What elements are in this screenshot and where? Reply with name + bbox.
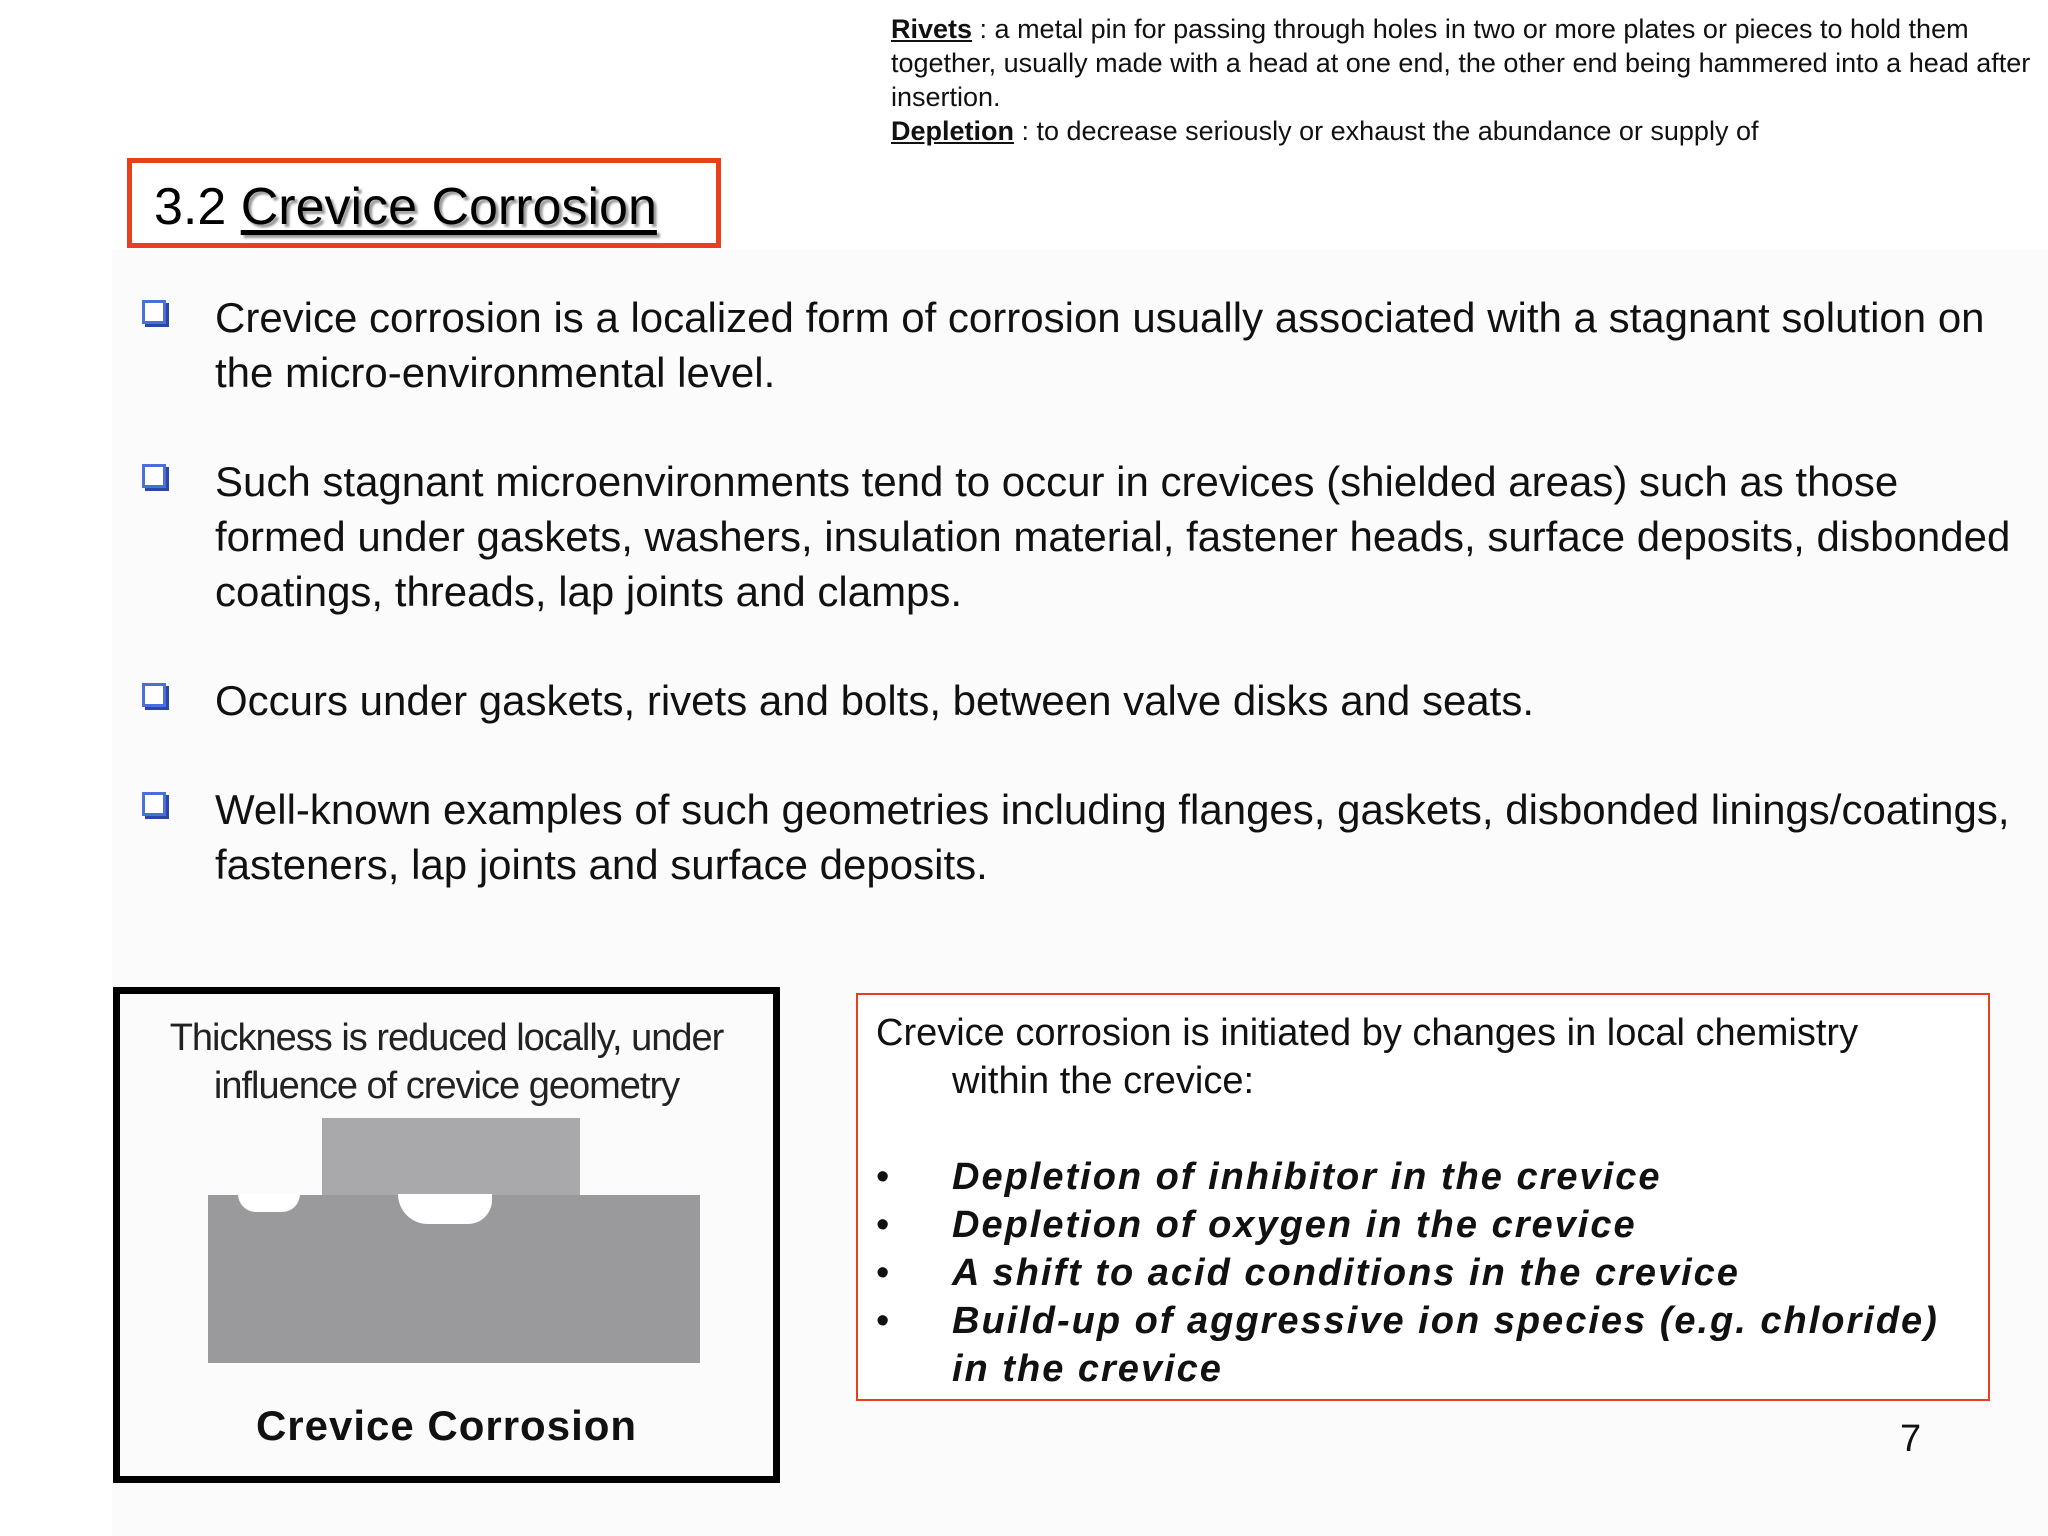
definitions (891, 12, 2041, 148)
definition-text: : a metal pin for passing through holes in two or more plates or pieces to hold them together, usually made with a head at one end, the other end being hammered into a head after insertion. (891, 14, 2031, 112)
bullet-dot-icon: • (876, 1204, 890, 1246)
upper-plate (322, 1118, 580, 1196)
corrosion-pit (238, 1194, 300, 1212)
page-number: 7 (1900, 1418, 1922, 1460)
bullet-list (138, 290, 2018, 946)
bullet-text: Crevice corrosion is a localized form of corrosion usually associated with a stagnant solution on the micro-environmental level. (215, 294, 1985, 396)
bullet-dot-icon: • (876, 1156, 890, 1198)
definition-text: : to decrease seriously or exhaust the abundance or supply of (1014, 116, 1759, 146)
info-list (876, 1153, 1966, 1393)
info-intro-line: within the crevice: (952, 1060, 1255, 1102)
bullet-item (138, 290, 2018, 400)
crevice-corrosion-figure (113, 987, 780, 1483)
info-list-item (876, 1249, 1966, 1297)
bullet-text: Well-known examples of such geometries including flanges, gaskets, disbonded linings/coatings, fasteners, lap joints and surface deposits. (215, 786, 2010, 888)
info-list-item (876, 1297, 1966, 1393)
figure-caption (120, 1014, 773, 1110)
info-box (856, 993, 1990, 1401)
bullet-item (138, 454, 2018, 619)
checkbox-bullet-icon (142, 300, 166, 324)
checkbox-bullet-icon (142, 683, 166, 707)
page-title (154, 177, 657, 237)
definition-term: Rivets (891, 14, 973, 44)
section-title: Crevice Corrosion (240, 178, 657, 236)
bullet-item (138, 673, 2018, 728)
info-item-text: Build-up of aggressive ion species (e.g. chloride) in the crevice (952, 1300, 1939, 1390)
info-intro-line: Crevice corrosion is initiated by changes in local chemistry (876, 1012, 1859, 1054)
bullet-dot-icon: • (876, 1252, 890, 1294)
checkbox-bullet-icon (142, 464, 166, 488)
bullet-text: Occurs under gaskets, rivets and bolts, between valve disks and seats. (215, 677, 1535, 724)
figure-caption-line: Thickness is reduced locally, under (169, 1017, 724, 1059)
definition-term: Depletion (891, 116, 1015, 146)
definition-rivets (891, 12, 2041, 114)
bullet-dot-icon: • (876, 1300, 890, 1342)
bullet-item (138, 782, 2018, 892)
info-item-text: Depletion of oxygen in the crevice (952, 1204, 1637, 1246)
checkbox-bullet-icon (142, 792, 166, 816)
bullet-text: Such stagnant microenvironments tend to occur in crevices (shielded areas) such as those formed under gaskets, washers, insulation material, fastener heads, surface deposits, disbonded coatings, threads, lap joints and clamps. (215, 458, 2011, 615)
definition-depletion (891, 114, 2041, 148)
section-number: 3.2 (154, 178, 241, 236)
info-list-item (876, 1153, 1966, 1201)
info-item-text: A shift to acid conditions in the crevice (952, 1252, 1740, 1294)
figure-label: Crevice Corrosion (255, 1402, 638, 1449)
figure-caption-line: influence of crevice geometry (213, 1065, 680, 1107)
info-list-item (876, 1201, 1966, 1249)
corrosion-pit (398, 1194, 492, 1224)
info-item-text: Depletion of inhibitor in the crevice (952, 1156, 1662, 1198)
info-intro (876, 1009, 1966, 1105)
title-box (127, 158, 721, 248)
